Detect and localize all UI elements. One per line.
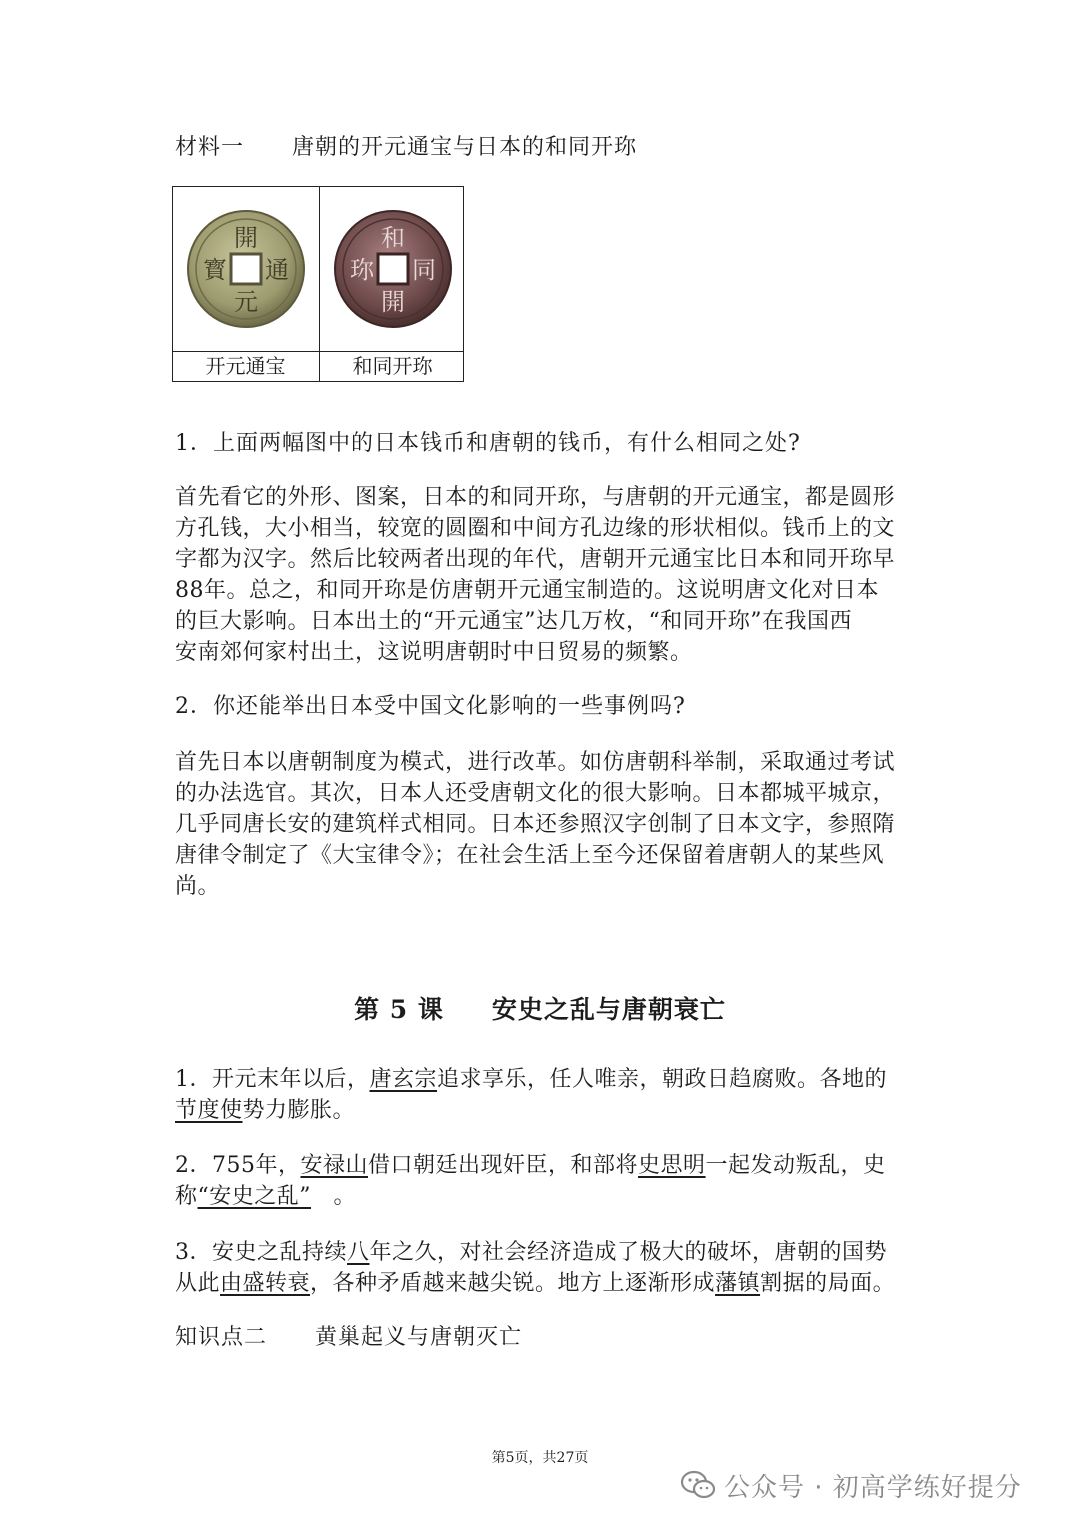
coin-char-bottom: 元 xyxy=(233,288,258,316)
knowledge-heading xyxy=(175,1322,522,1353)
answer-1-line: 安南郊何家村出土，这说明唐朝时中日贸易的频繁。 xyxy=(175,640,693,665)
material-title: 唐朝的开元通宝与日本的和同开珎 xyxy=(292,135,638,160)
answer-1-line: 方孔钱，大小相当，较宽的圆圈和中间方孔边缘的形状相似。钱币上的文 xyxy=(175,516,896,541)
answer-1-line: 字都为汉字。然后比较两者出现的年代，唐朝开元通宝比日本和同开珎早 xyxy=(175,547,896,572)
answer-2-line: 尚。 xyxy=(175,874,221,899)
answer-1-line: 88年。总之，和同开珎是仿唐朝开元通宝制造的。这说明唐文化对日本 xyxy=(175,578,879,603)
question-2: 2．你还能举出日本受中国文化影响的一些事例吗? xyxy=(175,694,686,719)
wechat-icon xyxy=(680,1470,716,1500)
answer-1 xyxy=(175,482,915,668)
material-label: 材料一 xyxy=(175,135,245,160)
lesson-number: 第 5 课 xyxy=(354,995,444,1024)
answer-2-line: 唐律令制定了《大宝律令》；在社会生活上至今还保留着唐朝人的某些风 xyxy=(175,843,885,868)
wadokaichin-coin-image xyxy=(320,187,465,351)
wadokaichin-caption: 和同开珎 xyxy=(352,354,433,378)
answer-1-line: 首先看它的外形、图案，日本的和同开珎，与唐朝的开元通宝，都是圆形 xyxy=(175,485,896,510)
coin-char-top: 和 xyxy=(380,224,405,252)
underlined-answer: 安禄山 xyxy=(300,1153,369,1178)
coin-char-left: 珎 xyxy=(349,256,374,284)
coin-char-right: 同 xyxy=(411,256,436,284)
point-3: 3．安史之乱持续八年之久，对社会经济造成了极大的破坏，唐朝的国势 从此由盛转衰，各种矛盾越来越尖锐。地方上逐渐形成藩镇割据的局面。 xyxy=(175,1240,896,1296)
underlined-answer: 由盛转衰 xyxy=(220,1271,311,1296)
kaiyuan-coin-image xyxy=(173,187,318,351)
answer-2 xyxy=(175,747,915,902)
knowledge-label: 知识点二 xyxy=(175,1325,268,1350)
answer-1-line: 的巨大影响。日本出土的“开元通宝”达几万枚，“和同开珎”在我国西 xyxy=(175,609,852,634)
answer-2-line: 几乎同唐长安的建筑样式相同。日本还参照汉字创制了日本文字，参照隋 xyxy=(175,812,896,837)
question-1: 1．上面两幅图中的日本钱币和唐朝的钱币，有什么相同之处? xyxy=(175,431,801,456)
underlined-answer: 八 xyxy=(347,1240,370,1265)
lesson-title xyxy=(0,990,1080,1026)
coin-table xyxy=(172,186,464,382)
kaiyuan-caption: 开元通宝 xyxy=(205,354,286,378)
coin-char-bottom: 開 xyxy=(380,288,405,316)
point-2: 2．755年，安禄山借口朝廷出现奸臣，和部将史思明一起发动叛乱，史 称“安史之乱” 。 xyxy=(175,1153,886,1209)
watermark-text: 公众号 · 初高学练好提分 xyxy=(724,1472,1022,1503)
answer-2-line: 的办法选官。其次，日本人还受唐朝文化的很大影响。日本都城平城京， xyxy=(175,781,896,806)
material-heading xyxy=(175,132,637,163)
point-1: 1．开元末年以后，唐玄宗追求享乐，任人唯亲，朝政日趋腐败。各地的 节度使势力膨胀。 xyxy=(175,1067,888,1123)
underlined-answer: 唐玄宗 xyxy=(369,1067,438,1092)
coin-char-top: 開 xyxy=(233,224,258,252)
underlined-answer: 节度使 xyxy=(175,1098,243,1123)
watermark xyxy=(680,1465,1022,1505)
lesson-name: 安史之乱与唐朝衰亡 xyxy=(491,995,726,1024)
knowledge-title: 黄巢起义与唐朝灭亡 xyxy=(315,1325,523,1350)
underlined-answer: “安史之乱” xyxy=(197,1184,312,1209)
coin-char-right: 通 xyxy=(264,256,289,284)
answer-2-line: 首先日本以唐朝制度为模式，进行改革。如仿唐朝科举制，采取通过考试 xyxy=(175,750,896,775)
coin-char-left: 寳 xyxy=(202,256,227,284)
underlined-answer: 史思明 xyxy=(638,1153,706,1178)
underlined-answer: 藩镇 xyxy=(715,1271,761,1296)
page-number: 第5页，共27页 xyxy=(491,1450,589,1466)
